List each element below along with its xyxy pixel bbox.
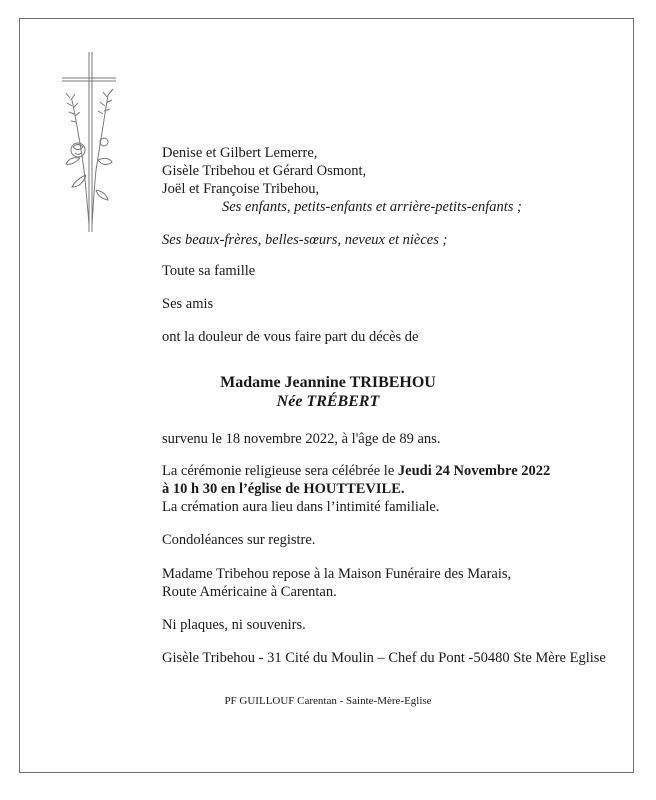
death-date-line: survenu le 18 novembre 2022, à l'âge de 89 ans. bbox=[162, 431, 441, 447]
ceremony-intro: La cérémonie religieuse sera célébrée le bbox=[162, 463, 398, 479]
address-line: Gisèle Tribehou - 31 Cité du Moulin – Chef du Pont -50480 Ste Mère Eglise bbox=[162, 650, 606, 666]
rest-line-1: Madame Tribehou repose à la Maison Funéraire des Marais, bbox=[162, 566, 512, 582]
no-flowers-line: Ni plaques, ni souvenirs. bbox=[162, 617, 306, 633]
family-line-2: Gisèle Tribehou et Gérard Osmont, bbox=[162, 163, 367, 179]
rest-line-2: Route Américaine à Carentan. bbox=[162, 584, 337, 600]
ceremony-line bbox=[162, 463, 550, 480]
ceremony-date: Jeudi 24 Novembre 2022 bbox=[397, 463, 551, 479]
condolences-line: Condoléances sur registre. bbox=[162, 532, 316, 548]
deceased-maiden-name: Née TRÉBERT bbox=[276, 393, 380, 410]
cremation-line: La crémation aura lieu dans l’intimité familiale. bbox=[162, 499, 440, 515]
friends-line: Ses amis bbox=[162, 296, 214, 312]
announcement-line: ont la douleur de vous faire part du décès de bbox=[162, 329, 419, 345]
deceased-name: Madame Jeannine TRIBEHOU bbox=[220, 374, 436, 391]
children-line: Ses enfants, petits-enfants et arrière-petits-enfants ; bbox=[222, 199, 522, 215]
ceremony-place: à 10 h 30 en l’église de HOUTTEVILE. bbox=[162, 481, 405, 497]
family-line-1: Denise et Gilbert Lemerre, bbox=[162, 145, 318, 161]
cross-with-flowers-icon bbox=[58, 50, 128, 235]
funeral-home-footer: PF GUILLOUF Carentan - Sainte-Mère-Eglise bbox=[224, 695, 432, 707]
family-line-3: Joël et Françoise Tribehou, bbox=[162, 181, 320, 197]
in-laws-line: Ses beaux-frères, belles-sœurs, neveux et nièces ; bbox=[162, 232, 448, 248]
family-all-line: Toute sa famille bbox=[162, 263, 256, 279]
